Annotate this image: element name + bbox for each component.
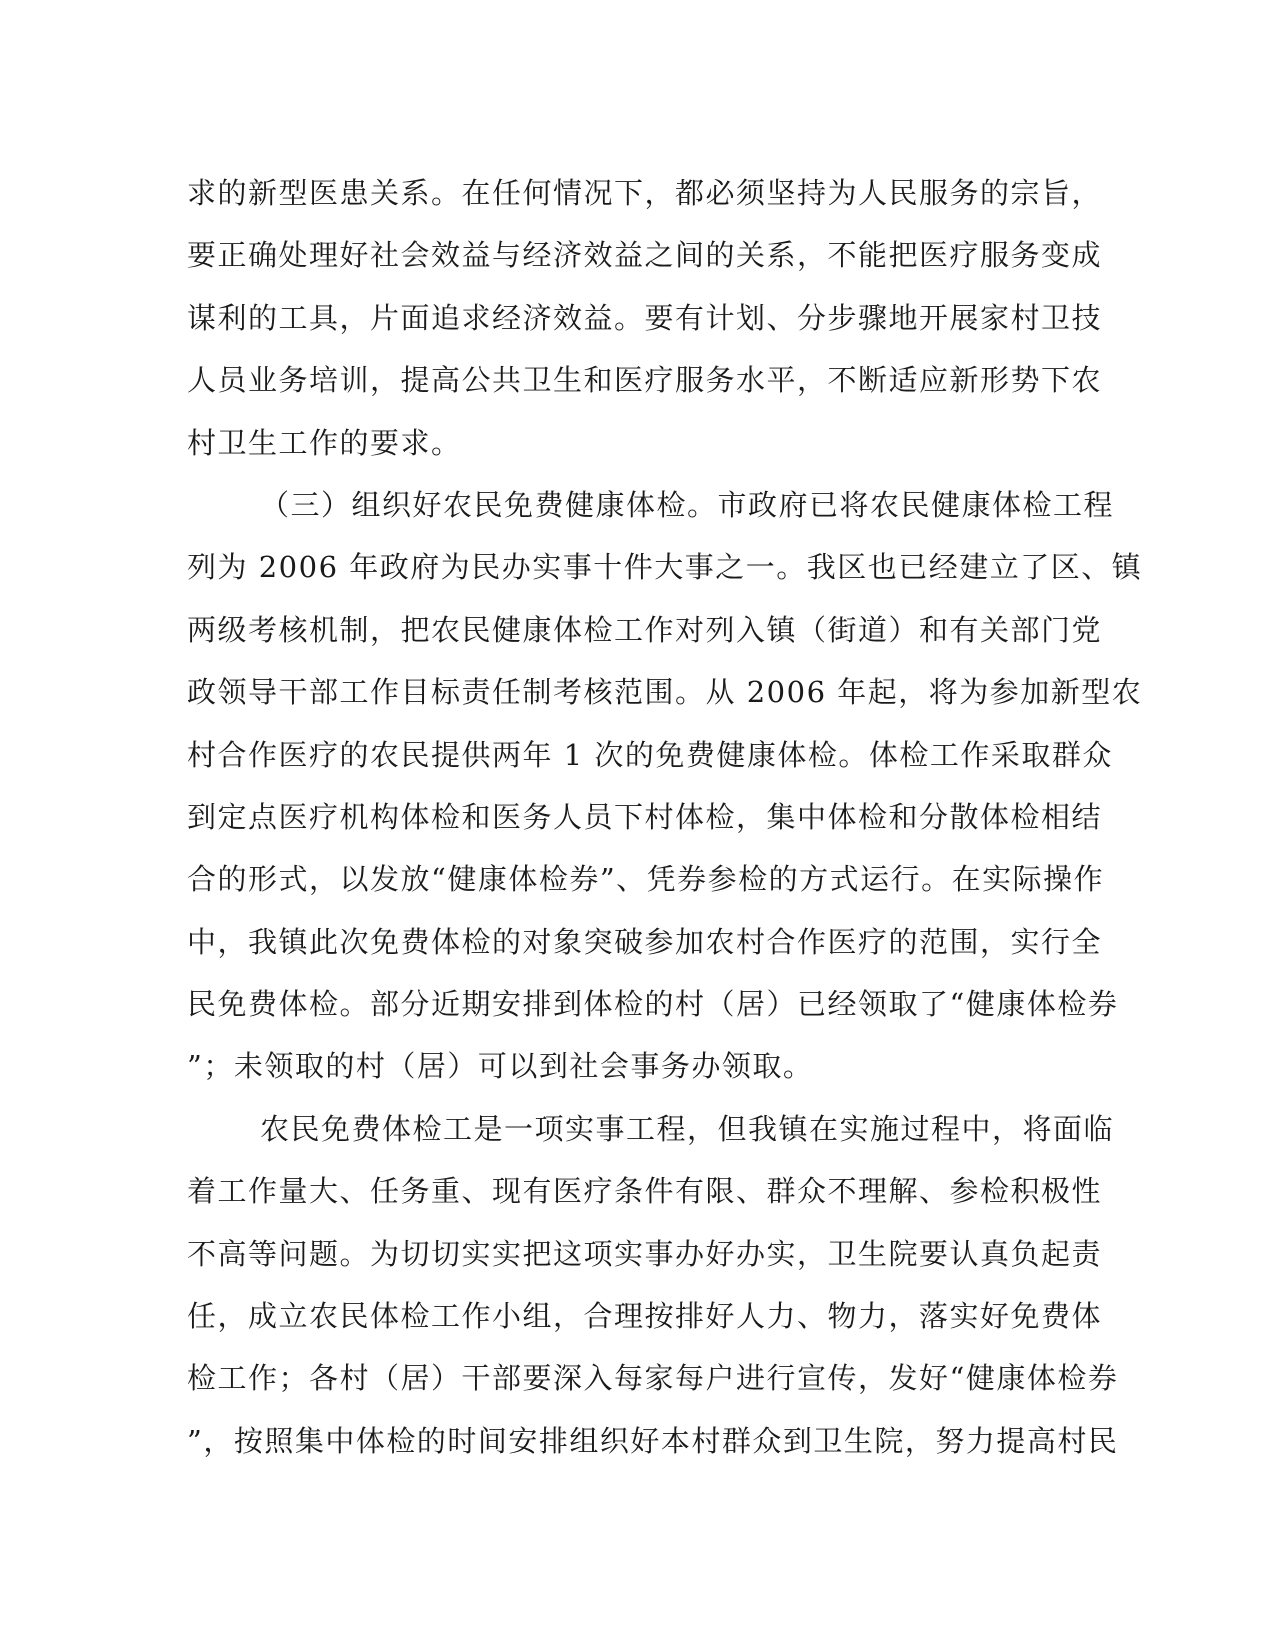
text-line: ”，按照集中体检的时间安排组织好本村群众到卫生院，努力提高村民 xyxy=(187,1423,1119,1458)
text-line: 合的形式，以发放“健康体检券”、凭券参检的方式运行。在实际操作 xyxy=(187,862,1105,897)
text-line: 要正确处理好社会效益与经济效益之间的关系，不能把医疗服务变成 xyxy=(187,238,1103,273)
text-line: 不高等问题。为切切实实把这项实事办好办实，卫生院要认真负起责 xyxy=(187,1236,1103,1271)
section-heading-line: （三）组织好农民免费健康体检。市政府已将农民健康体检工程 xyxy=(260,487,1115,522)
text-line: 两级考核机制，把农民健康体检工作对列入镇（街道）和有关部门党 xyxy=(187,612,1103,647)
text-line: 中，我镇此次免费体检的对象突破参加农村合作医疗的范围，实行全 xyxy=(187,924,1103,959)
text-line: 村合作医疗的农民提供两年 1 次的免费健康体检。体检工作采取群众 xyxy=(187,737,1113,772)
text-line: 着工作量大、任务重、现有医疗条件有限、群众不理解、参检积极性 xyxy=(187,1174,1103,1209)
text-line: 谋利的工具，片面追求经济效益。要有计划、分步骤地开展家村卫技 xyxy=(187,300,1103,335)
text-line: 到定点医疗机构体检和医务人员下村体检，集中体检和分散体检相结 xyxy=(187,799,1103,834)
body-text xyxy=(187,162,1143,1472)
text-line: 民免费体检。部分近期安排到体检的村（居）已经领取了“健康体检券 xyxy=(187,987,1119,1022)
paragraph-start-line: 农民免费体检工是一项实事工程，但我镇在实施过程中，将面临 xyxy=(260,1111,1115,1146)
text-line: 政领导干部工作目标责任制考核范围。从 2006 年起，将为参加新型农 xyxy=(187,675,1143,710)
text-line: ”；未领取的村（居）可以到社会事务办领取。 xyxy=(187,1049,814,1084)
text-line: 任，成立农民体检工作小组，合理按排好人力、物力，落实好免费体 xyxy=(187,1299,1103,1334)
text-line: 检工作；各村（居）干部要深入每家每户进行宣传，发好“健康体检券 xyxy=(187,1361,1119,1396)
text-line: 求的新型医患关系。在任何情况下，都必须坚持为人民服务的宗旨， xyxy=(187,176,1103,210)
text-line: 人员业务培训，提高公共卫生和医疗服务水平，不断适应新形势下农 xyxy=(187,363,1103,398)
text-line: 列为 2006 年政府为民办实事十件大事之一。我区也已经建立了区、镇 xyxy=(187,550,1143,585)
text-line: 村卫生工作的要求。 xyxy=(187,425,462,460)
